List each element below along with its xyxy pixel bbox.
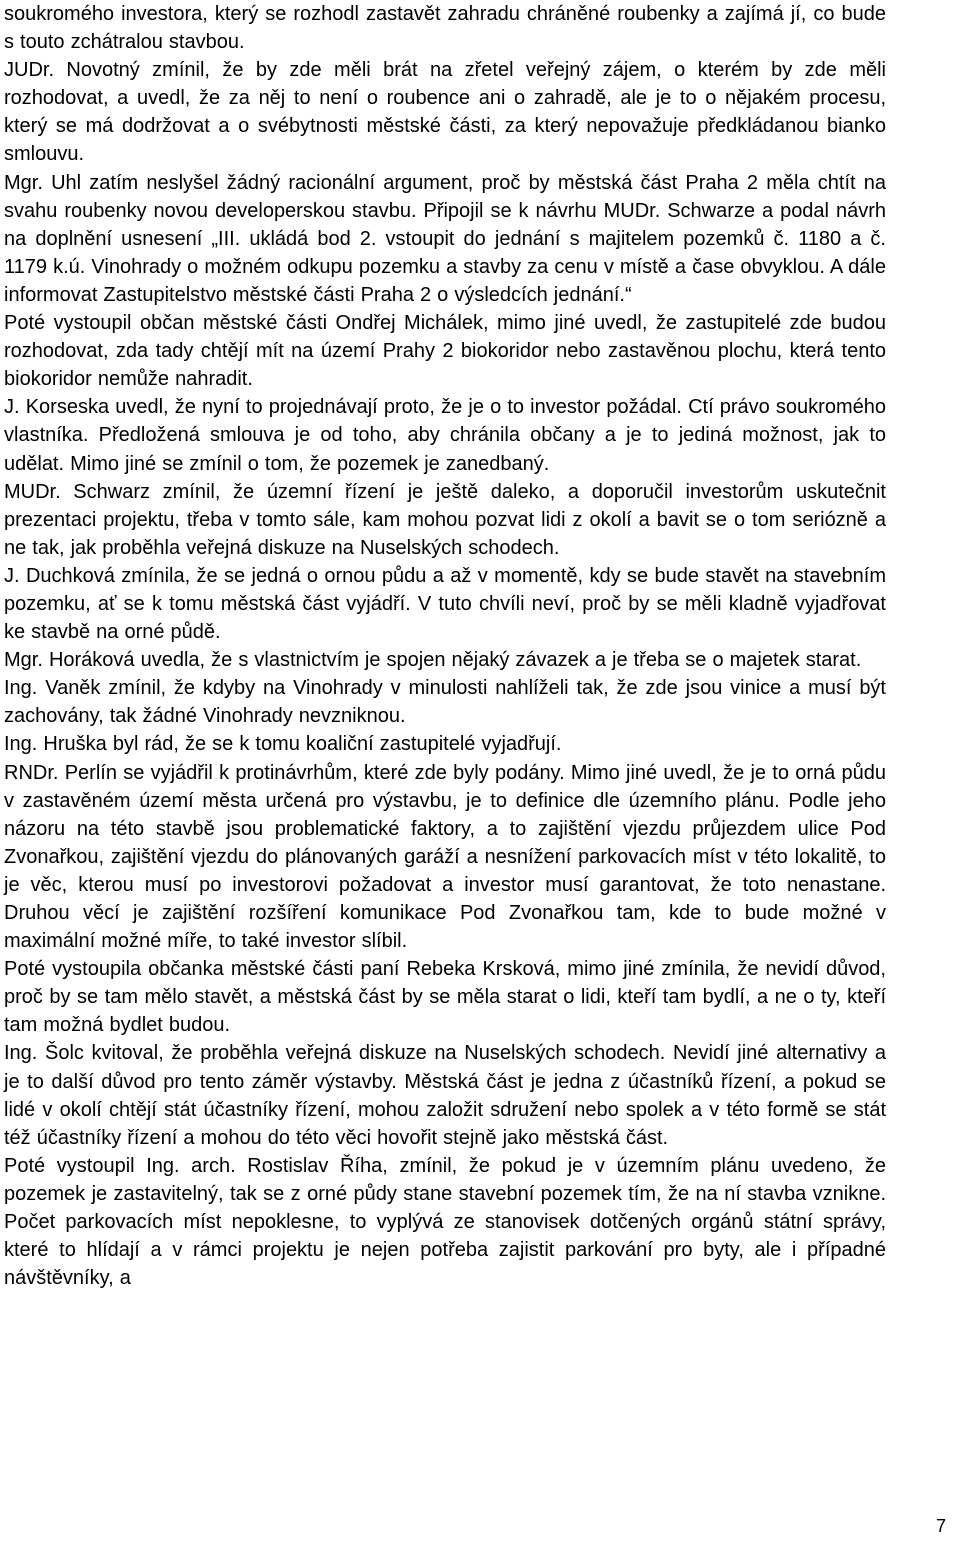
paragraph: J. Korseska uvedl, že nyní to projednávají proto, že je o to investor požádal. Ctí právo soukromého vlastníka. Předložená smlouva je od toho, aby chránila občany a je to jediná možnost, jak to udělat. Mimo jiné se zmínil o tom, že pozemek je zanedbaný. (4, 396, 886, 475)
paragraph: JUDr. Novotný zmínil, že by zde měli brát na zřetel veřejný zájem, o kterém by zde měli rozhodovat, a uvedl, že za něj to není o roubence ani o zahradě, ale je to o nějakém procesu, který se má dodržovat a o svébytnosti městské části, za který nepovažuje předkládanou bianko smlouvu. (4, 59, 886, 166)
page-number: 7 (935, 1516, 946, 1536)
paragraph: Poté vystoupila občanka městské části paní Rebeka Krsková, mimo jiné zmínila, že nevidí důvod, proč by se tam mělo stavět, a městská část by se měla starat o lidi, kteří tam bydlí, a ne o ty, kteří tam možná bydlet budou. (4, 958, 886, 1037)
paragraph: RNDr. Perlín se vyjádřil k protinávrhům, které zde byly podány. Mimo jiné uvedl, že je to orná půdu v zastavěném území města určená pro výstavbu, je to definice dle územního plánu. Podle jeho názoru na této stavbě jsou problematické faktory, a to zajištění vjezdu průjezdem ulice Pod Zvonařkou, zajištění vjezdu do plánovaných garáží a nesnížení parkovacích míst v této lokalitě, to je věc, kterou musí po investorovi požadovat a investor musí garantovat, že toto nenastane. Druhou věcí je zajištění rozšíření komunikace Pod Zvonařkou tam, kde to bude možné v maximální možné míře, to také investor slíbil. (4, 761, 886, 953)
paragraph: Ing. Šolc kvitoval, že proběhla veřejná diskuze na Nuselských schodech. Nevidí jiné alternativy a je to další důvod pro tento záměr výstavby. Městská část je jedna z účastníků řízení, a pokud se lidé v okolí chtějí stát účastníky řízení, mohou založit sdružení nebo spolek a v této formě se stát též účastníky řízení a mohou do této věci hovořit stejně jako městská část. (4, 1042, 886, 1149)
paragraph: Ing. Vaněk zmínil, že kdyby na Vinohrady v minulosti nahlíželi tak, že zde jsou vinice a musí být zachovány, tak žádné Vinohrady nevzniknou. (4, 677, 886, 728)
paragraph: Poté vystoupil občan městské části Ondřej Michálek, mimo jiné uvedl, že zastupitelé zde budou rozhodovat, zda tady chtějí mít na území Prahy 2 biokoridor nebo zastavěnou plochu, která tento biokoridor nemůže nahradit. (4, 312, 886, 391)
paragraph: Mgr. Horáková uvedla, že s vlastnictvím je spojen nějaký závazek a je třeba se o majetek starat. (4, 649, 862, 672)
document-body (4, 0, 886, 1292)
paragraph: Poté vystoupil Ing. arch. Rostislav Říha, zmínil, že pokud je v územním plánu uvedeno, že pozemek je zastavitelný, tak se z orné půdy stane stavební pozemek tím, že na ní stavba vznikne. Počet parkovacích míst nepoklesne, to vyplývá ze stanovisek dotčených orgánů státní správy, které to hlídají a v rámci projektu je nejen potřeba zajistit parkování pro byty, ale i případné návštěvníky, a (4, 1154, 886, 1290)
paragraph: MUDr. Schwarz zmínil, že územní řízení je ještě daleko, a doporučil investorům uskutečnit prezentaci projektu, třeba v tomto sále, kam mohou pozvat lidi z okolí a bavit se o tom seriózně a ne tak, jak proběhla veřejná diskuze na Nuselských schodech. (4, 480, 886, 559)
paragraph: J. Duchková zmínila, že se jedná o ornou půdu a až v momentě, kdy se bude stavět na stavebním pozemku, ať se k tomu městská část vyjádří. V tuto chvíli neví, proč by se měli kladně vyjadřovat ke stavbě na orné půdě. (4, 564, 886, 644)
paragraph: Mgr. Uhl zatím neslyšel žádný racionální argument, proč by městská část Praha 2 měla chtít na svahu roubenky novou developerskou stavbu. Připojil se k návrhu MUDr. Schwarze a podal návrh na doplnění usnesení „III. ukládá bod 2. vstoupit do jednání s majitelem pozemků č. 1180 a č. 1179 k.ú. Vinohrady o možném odkupu pozemku a stavby za cenu v místě a čase obvyklou. A dále informovat Zastupitelstvo městské části Praha 2 o výsledcích jednání.“ (4, 171, 886, 306)
paragraph: soukromého investora, který se rozhodl zastavět zahradu chráněné roubenky a zajímá jí, co bude s touto zchátralou stavbou. (4, 3, 886, 54)
paragraph: Ing. Hruška byl rád, že se k tomu koaliční zastupitelé vyjadřují. (4, 733, 562, 756)
